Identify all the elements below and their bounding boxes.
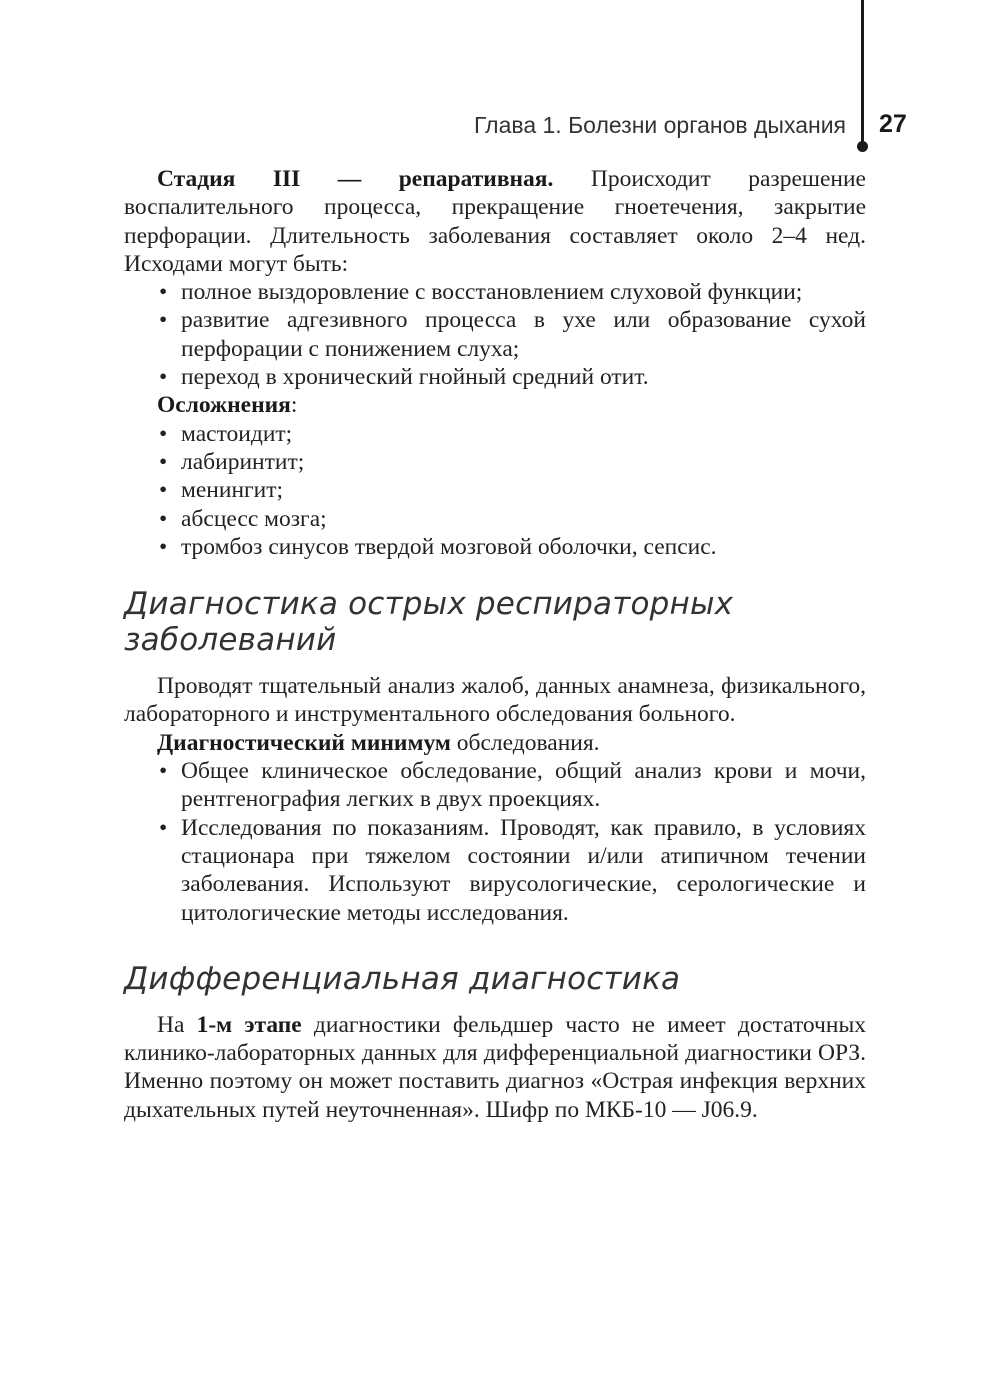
header-rule [861,0,864,147]
bullet-icon: • [159,448,168,475]
list-item: • переход в хронический гнойный средний отит. [159,364,649,391]
bullet-icon: • [159,420,168,447]
stage3-paragraph [124,165,866,278]
list-item: • Общее клиническое обследование, общий анализ крови и мочи, рентгенография легких в двух проекциях. [159,758,866,813]
complications-list [157,420,866,561]
diagnostics-minimum: Диагностический минимум обследования. [157,729,600,756]
bullet-icon: • [159,505,168,532]
diagnostics-intro: Проводят тщательный анализ жалоб, данных анамнеза, физикального, лабораторного и инструментального обследования больного. [124,673,866,728]
list-item: • абсцесс мозга; [159,505,327,532]
bullet-icon: • [159,814,168,841]
differential-paragraph: На 1-м этапе диагностики фельдшер часто не имеет достаточных клинико-лабораторных данных для дифференциальной диагностики ОРЗ. Именно поэтому он может поставить диагноз «Острая инфекция верхних дыхательных путей неуточненная». Шифр по МКБ-10 — J06.9. [124,1011,866,1123]
page-number: 27 [879,110,907,138]
list-item: • менингит; [159,477,284,504]
list-item: • Исследования по показаниям. Проводят, как правило, в условиях стационара при тяжелом состоянии и/или атипичном течении заболевания. Используют вирусологические, серологические и цитологические методы исследования. [159,814,866,926]
diagnostics-minimum-label: Диагностический минимум [157,729,451,756]
bullet-icon: • [159,279,168,306]
header-rule-dot [857,141,868,152]
list-item: • полное выздоровление с восстановлением слуховой функции; [159,279,803,306]
stage3-title: Стадия III — репаративная. [157,166,554,192]
bullet-icon: • [159,364,168,391]
bullet-icon: • [159,477,168,504]
diagnostics-list [157,757,866,927]
complications-label: Осложнения [157,392,291,419]
outcomes-list [157,278,866,391]
running-head: Глава 1. Болезни органов дыхания [473,112,846,138]
section-heading-differential: Дифференциальная диагностика [124,960,681,997]
list-item: • лабиринтит; [159,448,305,475]
list-item: • мастоидит; [159,420,293,447]
differential-stage-label: 1-м этапе [196,1011,302,1038]
bullet-icon: • [159,758,168,785]
bullet-icon: • [159,307,168,334]
list-item: • развитие адгезивного процесса в ухе или образование сухой перфорации с понижением слуха; [159,307,866,362]
section-heading-diagnostics: Диагностика острых респираторных заболеваний [124,586,734,659]
page-body [124,165,866,1124]
complications-label-line: Осложнения: [157,392,298,419]
list-item: • тромбоз синусов твердой мозговой оболочки, сепсис. [159,533,717,560]
bullet-icon: • [159,533,168,560]
stage3-text: Происходит разрешение воспалительного процесса, прекращение гноетечения, закрытие перфорации. Длительность заболевания составляет около 2–4 нед. Исходами могут быть: [124,166,866,277]
